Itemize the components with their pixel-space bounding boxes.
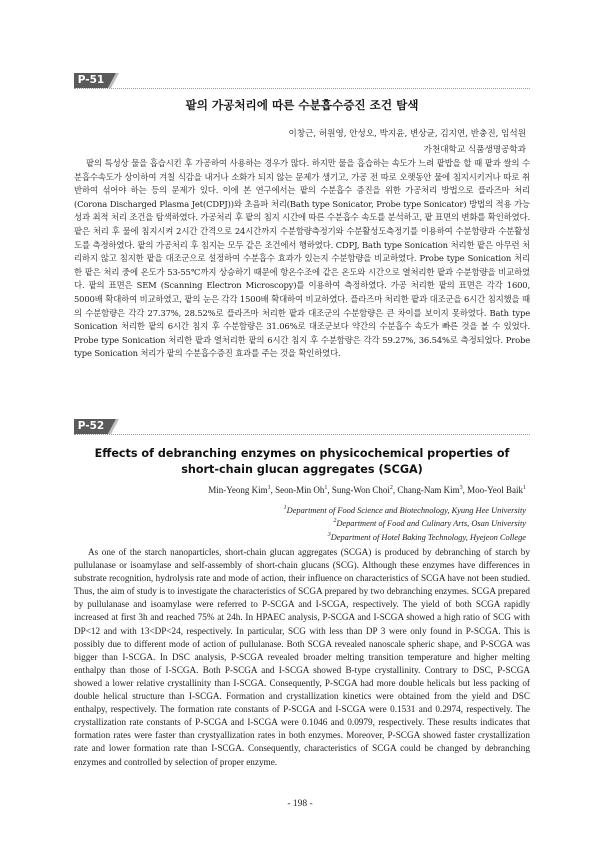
affiliation-superscript: 2 — [333, 518, 337, 525]
author-superscript: 3 — [459, 485, 463, 491]
section-divider — [74, 88, 530, 89]
affiliation-text: Department of Hotel Baking Technology, Hyejeon College — [330, 532, 526, 542]
abstract-badge — [74, 419, 118, 434]
author-superscript: 2 — [389, 485, 393, 491]
abstract-title — [74, 446, 530, 478]
author-superscript: 1 — [324, 485, 328, 491]
author-name: Min-Yeong Kim — [208, 485, 268, 495]
affiliation — [284, 530, 526, 543]
author-name: Seon-Min Oh — [275, 485, 325, 495]
title-line: Effects of debranching enzymes on physicochemical properties of — [94, 447, 510, 460]
abstract-badge — [74, 73, 118, 88]
abstract-paragraph: 팥의 특성상 물을 흡습시킨 후 가공하여 사용하는 경우가 많다. 하지만 물을 흡습하는 속도가 느려 팥밥을 할 때 팥과 쌀의 수분흡수속도가 상이하여 겨칠 식감을 내거나 소화가 되지 않는 문제가 생기고, 가공 전 따로 오랫동안 물에 침지시키거나 따로 취반하여 섞어야 하는 등의 문제가 있다. 이에 본 연구에서는 팥의 수분흡수 증진을 위한 가공처리 방법으로 플라즈마 처리(Corona Discharged Plasma Jet(CDPJ))와 초음파 처리(Bath type Sonicator, Probe type Sonicator) 방법의 적용 가능성과 최적 처리 조건을 탐색하였다. 가공처리 후 팥의 침지 시간에 따른 수분흡수 속도를 분석하고, 팥 표면의 변화를 확인하였다. 팥은 처리 후 물에 침지시켜 2시간 간격으로 24시간까지 수분함량측정기와 수분활성도측정기를 이용하여 수분함량과 수분활성도를 측정하였다. 팥의 가공처리 후 침지는 모두 같은 조건에서 행하였다. CDPJ, Bath type Sonication 처리한 팥은 아무런 처리하지 않고 침지한 팥을 대조군으로 설정하여 수분흡수 효과가 있는지 수분함량을 비교하였다. Probe type Sonication 처리한 팥은 처리 중에 온도가 53-55℃까지 상승하기 때문에 항온수조에 같은 온도와 시간으로 열처리한 팥과 수분함량을 비교하였다. 팥의 표면은 SEM (Scanning Electron Microscopy)를 이용하여 측정하였다. 가공 처리한 팥의 표면은 각각 1600, 5000배 확대하여 비교하였고, 팥의 눈은 각각 1500배 확대하여 비교하였다. 플라즈마 처리한 팥과 대조군을 6시간 침지했을 때의 수분함량은 각각 27.37%, 28.52%로 플라즈마 처리한 팥과 대조군의 수분함량은 큰 차이를 보이지 못하였다. Bath type Sonication 처리한 팥의 6시간 침지 후 수분함량은 31.06%로 대조군보다 약간의 수분흡수 속도가 빠른 것을 볼 수 있었다. Probe type Sonication 처리한 팥과 열처리한 팥의 6시간 침지 후 수분함량은 각각 59.27%, 36.54%로 측정되었다. Probe type Sonication 처리가 팥의 수분흡수증진 효과를 주는 것을 확인하였다. — [74, 158, 530, 359]
affiliation-text: Department of Food Science and Biotechnology, Kyung Hee University — [286, 505, 526, 515]
author-name: Sung-Won Choi — [331, 485, 390, 495]
author-superscript: 1 — [523, 485, 526, 491]
abstract-title: 팥의 가공처리에 따른 수분흡수증진 조건 탐색 — [185, 98, 419, 112]
abstract-badge-label: P-52 — [77, 420, 105, 432]
author-list: Min-Yeong Kim$^1$, Seon-Min Oh$^1$, Sung-Won Choi$^2$, Chang-Nam Kim$^3$, Moo-Yeol Baik$^1$ — [208, 485, 526, 495]
affiliation-superscript: 3 — [327, 531, 331, 538]
page-number: - 198 - — [287, 799, 313, 809]
abstract-badge-label: P-51 — [77, 74, 105, 86]
affiliation — [284, 503, 526, 516]
section-divider — [74, 434, 530, 435]
author-superscript: 1 — [267, 485, 271, 491]
affiliation-superscript: 1 — [283, 505, 287, 511]
affiliation-list — [284, 503, 526, 543]
author-list: 이창근, 허원영, 안성오, 박지윤, 변상균, 김지연, 반충진, 임석원 — [288, 129, 526, 139]
affiliation — [284, 516, 526, 529]
abstract-body — [74, 157, 530, 361]
abstract-body — [74, 546, 530, 769]
abstract-paragraph: As one of the starch nanoparticles, short-chain glucan aggregates (SCGA) is produced by debranching of starch by pullulanase or isoamylase and self-assembly of short-chain glucans (SCG). Although these enzymes have differences in substrate recognition, hydrolysis rate and mode of action, their influence on characteristics of SCGA have not been studied. Thus, the aim of study is to investigate the characteristics of SCGA prepared by two debranching enzymes. SCGA prepared by pullulanase and isoamylase were referred to P-SCGA and I-SCGA, respectively. The yield of both SCGA rapidly increased at first 3h and reached 75% at 24h. In HPAEC analysis, P-SCGA and I-SCGA showed a high ratio of SCG with DP<12 and with 13<DP<24, respectively. In particular, SCG with less than DP 3 were only found in P-SCGA. This is possibly due to different mode of action of pullulanase. Both SCGA revealed nanoscale spheric shape, and P-SCGA was bigger than I-SCGA. In DSC analysis, P-SCGA revealed broader melting transition temperature and higher melting enthalpy than those of I-SCGA. Both P-SCGA and I-SCGA showed B-type crystallinity. Contrary to DSC, P-SCGA showed a lower relative crystallinity than I-SCGA. Consequently, P-SCGA had more double helicals but less packing of double helical structure than I-SCGA. Formation and crystallization kinetics were obtained from the yield and DSC enthalpy, respectively. The formation rate constants of P-SCGA and I-SCGA were 0.1531 and 0.2974, respectively. The crystallization rate constants of P-SCGA and I-SCGA were 0.1046 and 0.0979, respectively. These results indicates that formation rates were faster than crystyallization rates in both enzymes. Moreover, P-SCGA showed faster crystallization rate and lower formation rate than I-SCGA. Consequently, characteristics of SCGA could be changed by debranching enzymes and controlled by selection of proper enzyme. — [74, 547, 530, 767]
author-name: Chang-Nam Kim — [397, 485, 460, 495]
title-line: short-chain glucan aggregates (SCGA) — [181, 463, 423, 476]
author-name: Moo-Yeol Baik — [467, 485, 523, 495]
affiliation-text: Department of Food and Culinary Arts, Osan University — [336, 519, 526, 529]
affiliation: 가천대학교 식품생명공학과 — [423, 145, 526, 155]
